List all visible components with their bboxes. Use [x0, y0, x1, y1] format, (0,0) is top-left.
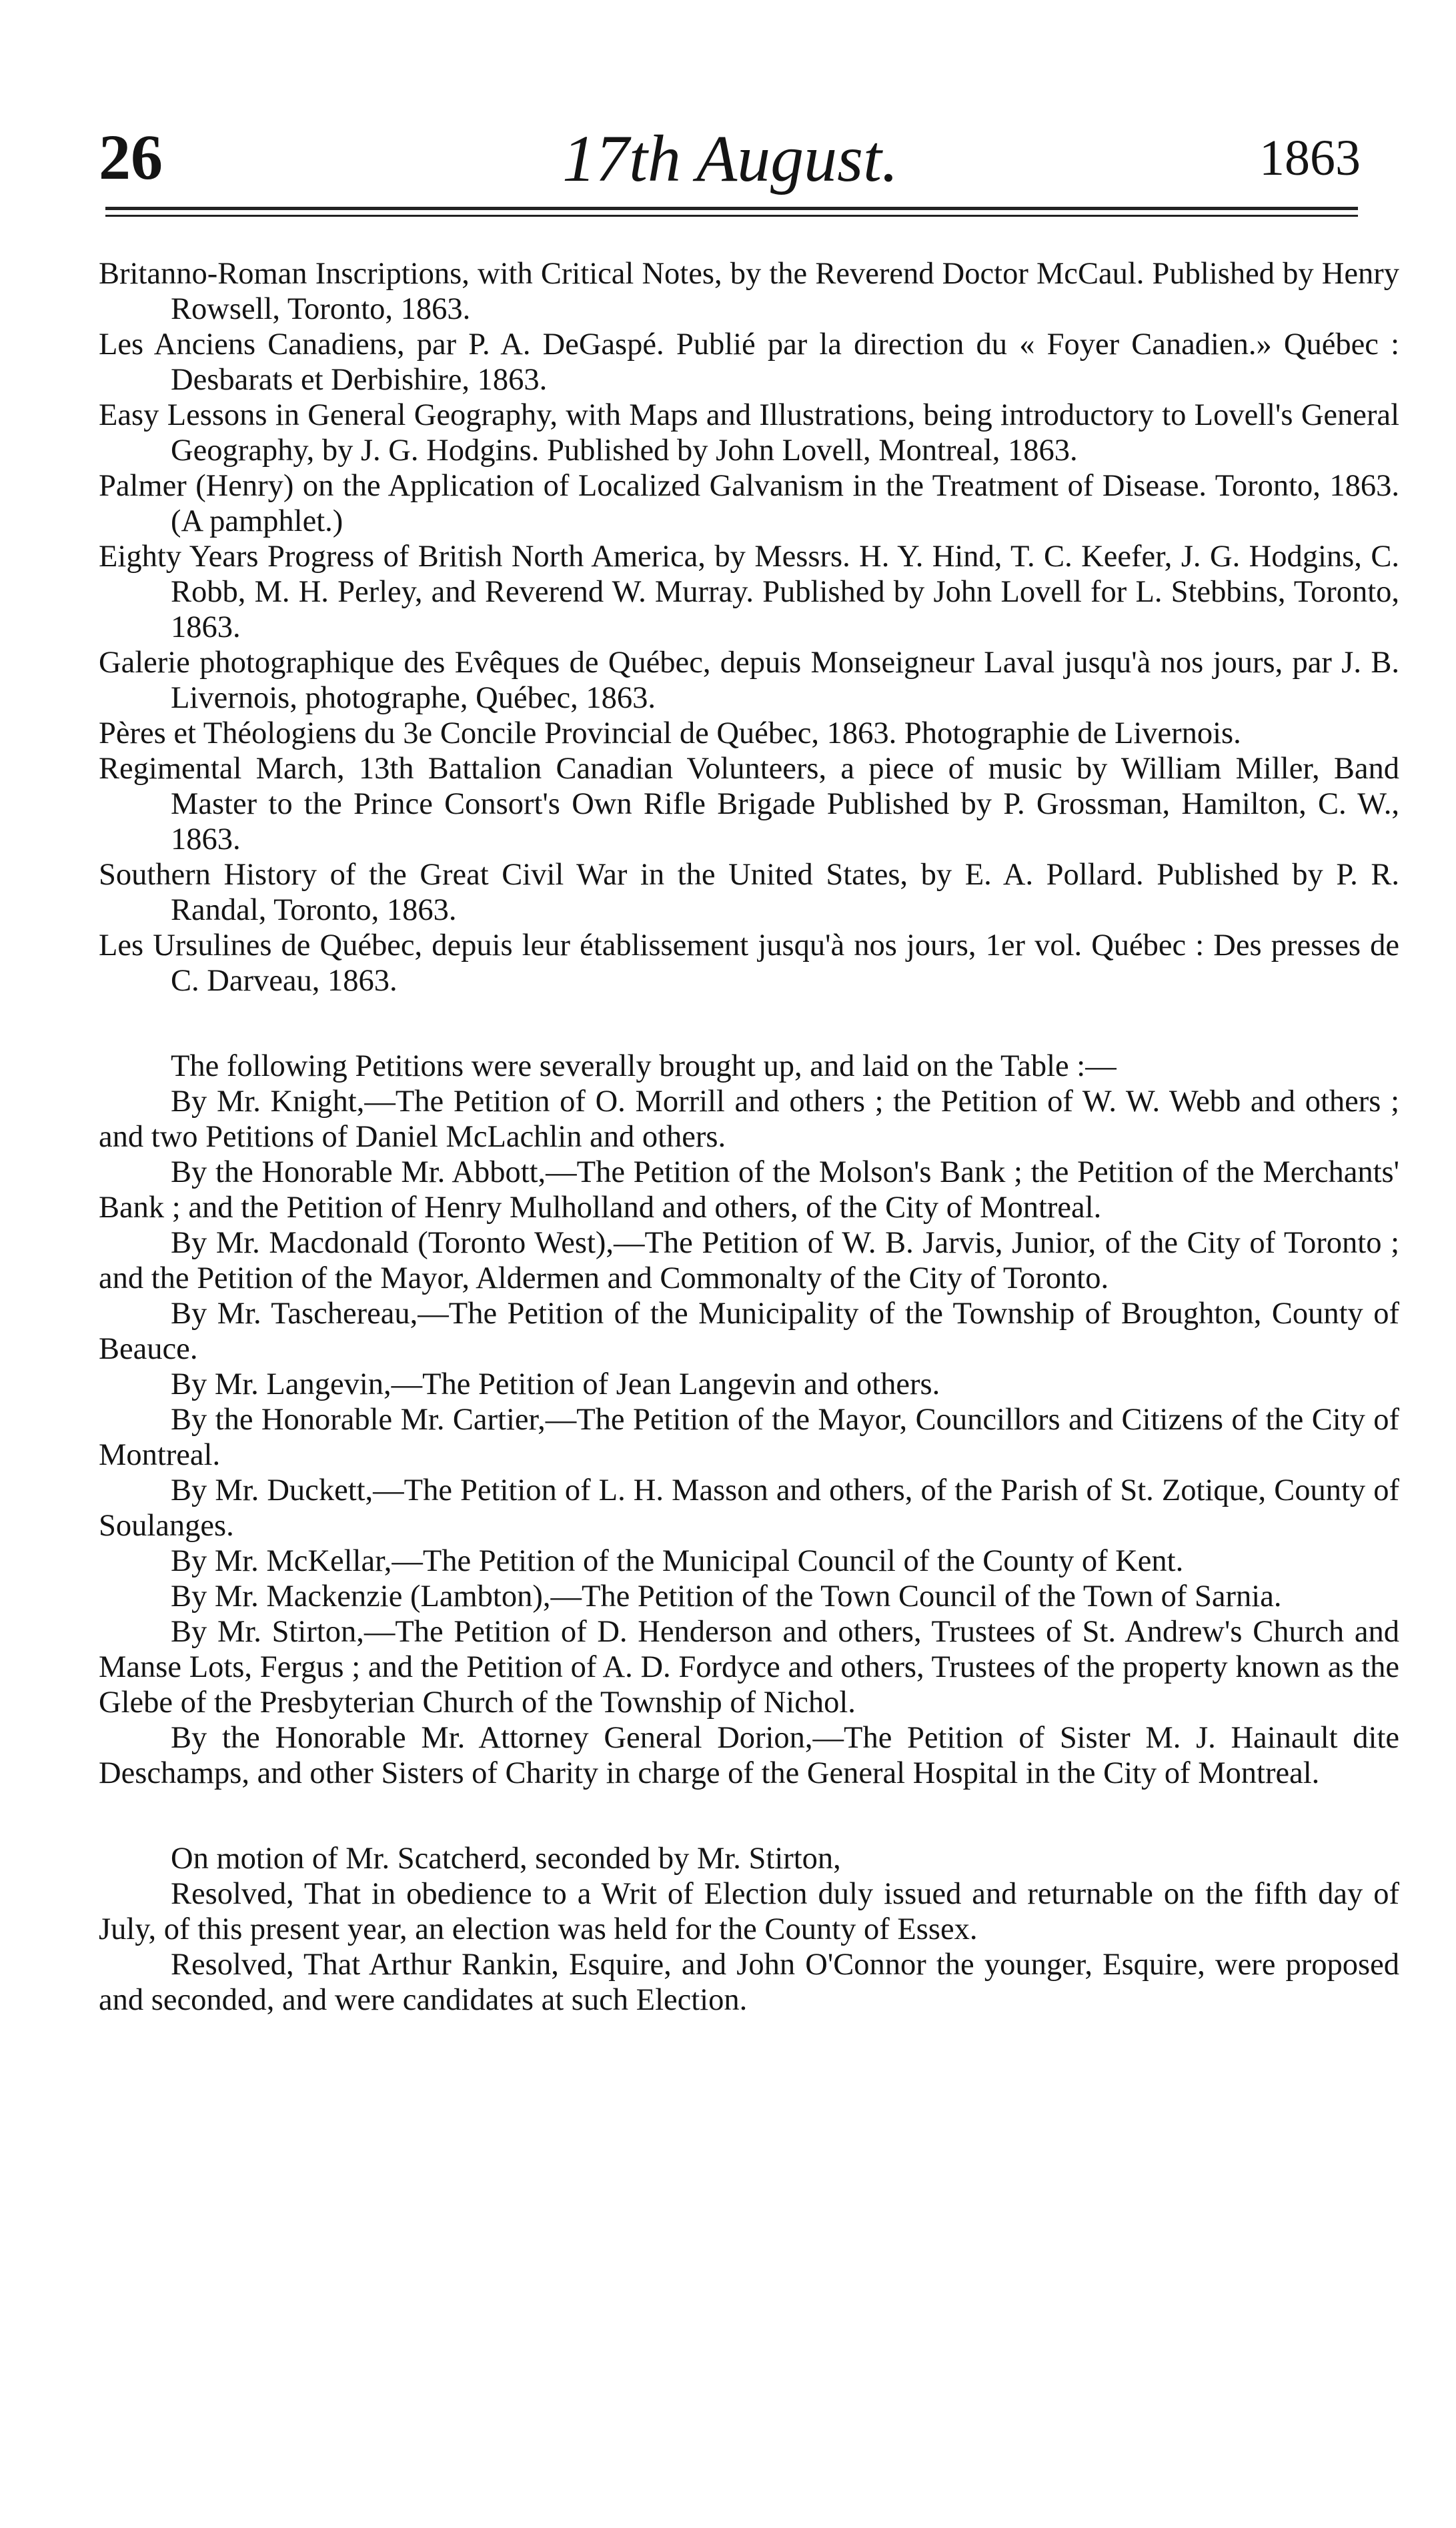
book-entry: Palmer (Henry) on the Application of Localized Galvanism in the Treatment of Disease. Toronto, 1863. (A pamphlet.) [99, 469, 1399, 538]
book-entry: Les Anciens Canadiens, par P. A. DeGaspé. Publié par la direction du « Foyer Canadien.» Québec : Desbarats et Derbishire, 1863. [99, 328, 1399, 397]
petition-paragraph: By Mr. Stirton,—The Petition of D. Henderson and others, Trustees of St. Andrew's Church and Manse Lots, Fergus ; and the Petition of A. D. Fordyce and others, Trustees of the property known as the Glebe of the Presbyterian Church of the Township of Nichol. [99, 1615, 1399, 1720]
petition-paragraph: By Mr. McKellar,—The Petition of the Municipal Council of the County of Kent. [171, 1544, 1184, 1578]
petition-paragraph: By Mr. Taschereau,—The Petition of the Municipality of the Township of Broughton, County of Beauce. [99, 1297, 1399, 1366]
resolution-paragraph: Resolved, That Arthur Rankin, Esquire, and John O'Connor the younger, Esquire, were proposed and seconded, and were candidates at such Election. [99, 1948, 1399, 2017]
book-entry: Easy Lessons in General Geography, with Maps and Illustrations, being introductory to Lovell's General Geography, by J. G. Hodgins. Published by John Lovell, Montreal, 1863. [99, 398, 1399, 468]
book-entry: Regimental March, 13th Battalion Canadian Volunteers, a piece of music by William Miller, Band Master to the Prince Consort's Own Rifle Brigade Published by P. Grossman, Hamilton, C. W., 1863. [99, 752, 1399, 856]
petition-paragraph: By the Honorable Mr. Cartier,—The Petition of the Mayor, Councillors and Citizens of the City of Montreal. [99, 1403, 1399, 1472]
petition-paragraph: By Mr. Mackenzie (Lambton),—The Petition of the Town Council of the Town of Sarnia. [171, 1579, 1282, 1614]
page-date: 17th August. [562, 121, 898, 195]
page-year: 1863 [1259, 130, 1361, 186]
page-number: 26 [99, 121, 163, 193]
petition-paragraph: By the Honorable Mr. Abbott,—The Petition of the Molson's Bank ; the Petition of the Merchants' Bank ; and the Petition of Henry Mulholland and others, of the City of Montreal. [99, 1155, 1399, 1225]
book-entry: Les Ursulines de Québec, depuis leur établissement jusqu'à nos jours, 1er vol. Québec : Des presses de C. Darveau, 1863. [99, 928, 1399, 998]
petition-paragraph: By Mr. Langevin,—The Petition of Jean Langevin and others. [171, 1367, 940, 1401]
header-rule-top [105, 207, 1358, 210]
page-body [99, 256, 1399, 2018]
book-entry: Galerie photographique des Evêques de Québec, depuis Monseigneur Laval jusqu'à nos jours, par J. B. Livernois, photographe, Québec, 1863. [99, 646, 1399, 715]
section-spacer [99, 999, 1399, 1049]
book-entry: Britanno-Roman Inscriptions, with Critical Notes, by the Reverend Doctor McCaul. Published by Henry Rowsell, Toronto, 1863. [99, 257, 1399, 326]
petition-paragraph: By Mr. Duckett,—The Petition of L. H. Masson and others, of the Parish of St. Zotique, County of Soulanges. [99, 1473, 1399, 1543]
section-spacer [99, 1791, 1399, 1841]
motion-intro: On motion of Mr. Scatcherd, seconded by Mr. Stirton, [171, 1842, 841, 1876]
petitions-intro: The following Petitions were severally brought up, and laid on the Table :— [171, 1049, 1117, 1083]
petitions-section [99, 1049, 1399, 1791]
header-rule-bottom [105, 215, 1358, 217]
resolution-paragraph: Resolved, That in obedience to a Writ of Election duly issued and returnable on the fifth day of July, of this present year, an election was held for the County of Essex. [99, 1877, 1399, 1946]
book-entry: Eighty Years Progress of British North America, by Messrs. H. Y. Hind, T. C. Keefer, J. G. Hodgins, C. Robb, M. H. Perley, and Reverend W. Murray. Published by John Lovell for L. Stebbins, Toronto, 1863. [99, 540, 1399, 644]
page-header [93, 107, 1367, 200]
petition-paragraph: By Mr. Knight,—The Petition of O. Morrill and others ; the Petition of W. W. Webb and others ; and two Petitions of Daniel McLachlin and others. [99, 1085, 1399, 1154]
book-entry: Pères et Théologiens du 3e Concile Provincial de Québec, 1863. Photographie de Livernois. [99, 716, 1241, 750]
petition-paragraph: By the Honorable Mr. Attorney General Dorion,—The Petition of Sister M. J. Hainault dite Deschamps, and other Sisters of Charity in charge of the General Hospital in the City of Montreal. [99, 1721, 1399, 1790]
motion-section [99, 1841, 1399, 2018]
book-list [99, 256, 1399, 999]
book-entry: Southern History of the Great Civil War in the United States, by E. A. Pollard. Published by P. R. Randal, Toronto, 1863. [99, 858, 1399, 927]
petition-paragraph: By Mr. Macdonald (Toronto West),—The Petition of W. B. Jarvis, Junior, of the City of Toronto ; and the Petition of the Mayor, Aldermen and Commonalty of the City of Toronto. [99, 1226, 1399, 1295]
